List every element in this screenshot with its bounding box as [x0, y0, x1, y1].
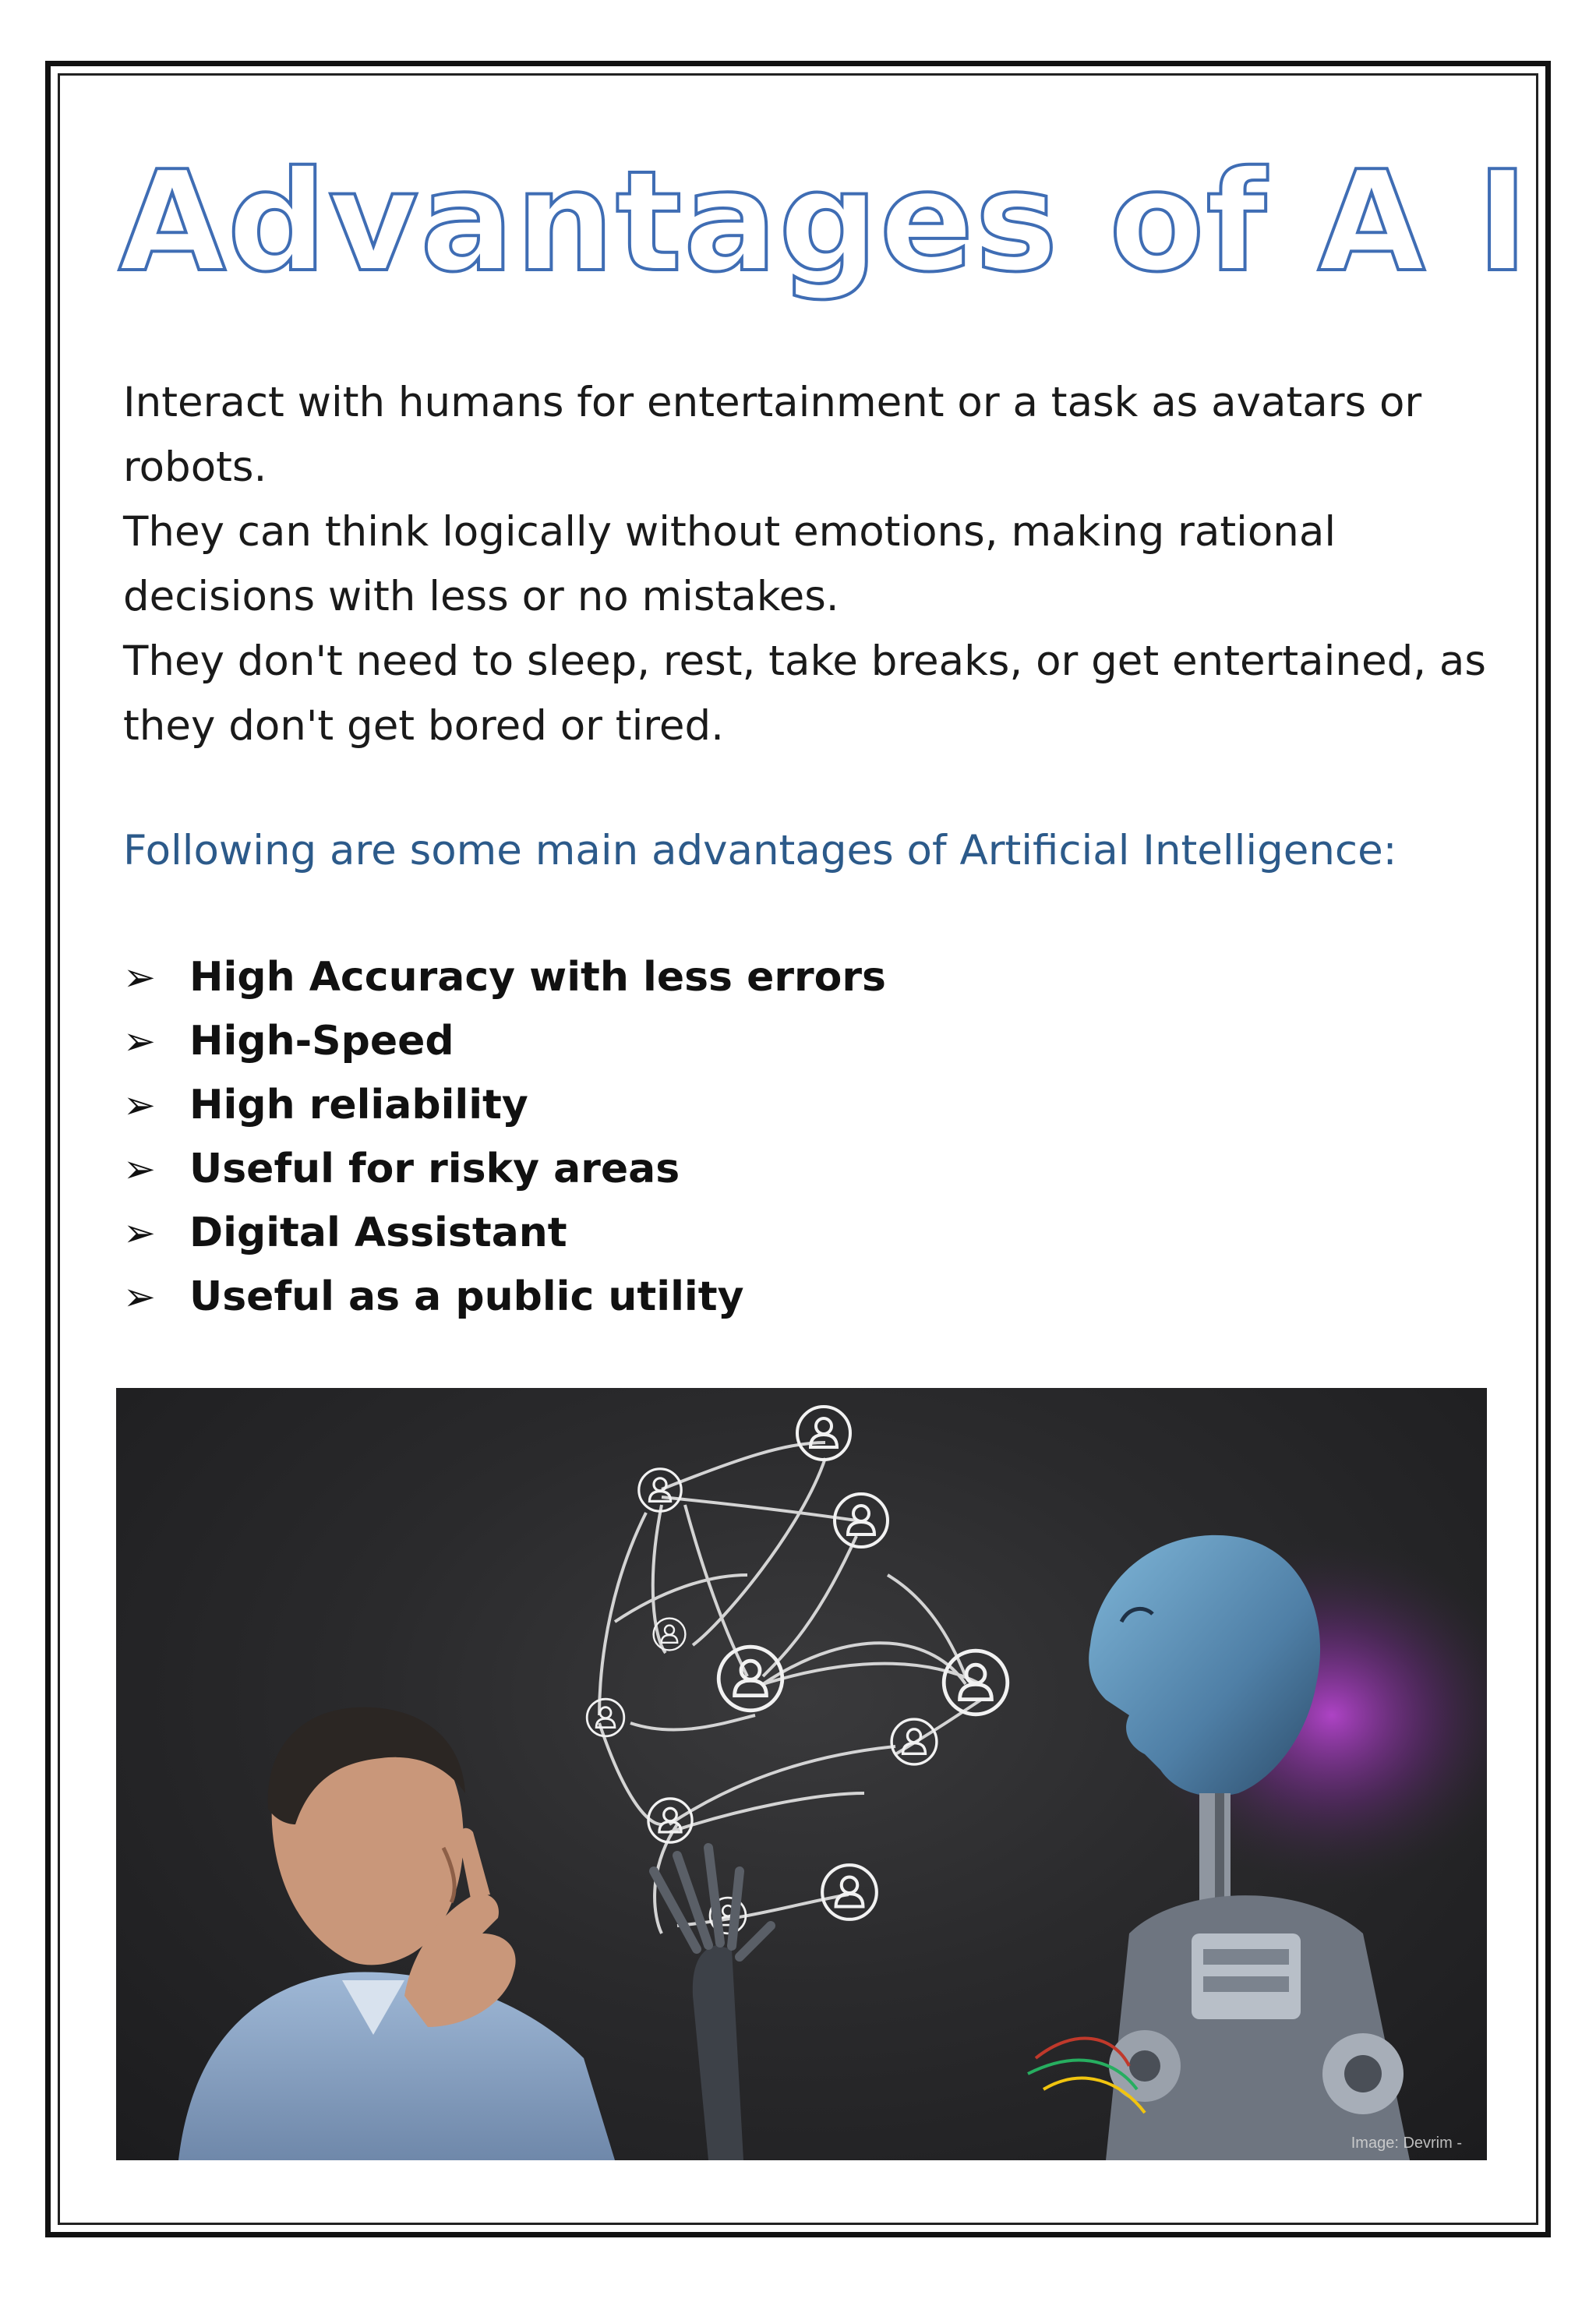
list-item: [123, 1265, 886, 1329]
list-item-label: High-Speed: [189, 1018, 454, 1065]
list-item: [123, 1073, 886, 1137]
list-item: [123, 945, 886, 1009]
list-item-label: Useful for risky areas: [189, 1146, 680, 1192]
arrow-bullet-icon: ➢: [123, 1146, 156, 1192]
list-item-label: Digital Assistant: [189, 1210, 567, 1256]
intro-paragraph: They don't need to sleep, rest, take breaks, or get entertained, as they don't get bored or tired.: [123, 637, 1486, 750]
list-item-label: High reliability: [189, 1082, 528, 1128]
advantages-list: [123, 945, 886, 1329]
list-item: [123, 1201, 886, 1265]
arrow-bullet-icon: ➢: [123, 1082, 156, 1128]
list-item: [123, 1009, 886, 1073]
list-item: [123, 1137, 886, 1201]
arrow-bullet-icon: ➢: [123, 1210, 156, 1255]
page-title: Advantages of A I: [118, 141, 1530, 302]
intro-text: [123, 370, 1495, 758]
arrow-bullet-icon: ➢: [123, 1019, 156, 1064]
ai-illustration: [116, 1388, 1487, 2160]
arrow-bullet-icon: ➢: [123, 1274, 156, 1319]
intro-paragraph: They can think logically without emotions, making rational decisions with less or no mistakes.: [123, 508, 1336, 620]
arrow-bullet-icon: ➢: [123, 955, 156, 1000]
network-lines: [599, 1443, 981, 1933]
man-figure: [178, 1707, 615, 2160]
list-item-label: High Accuracy with less errors: [189, 954, 886, 1001]
image-credit: Image: Devrim -: [1351, 2135, 1462, 2152]
robot-hand: [654, 1848, 771, 2160]
intro-paragraph: Interact with humans for entertainment or a task as avatars or robots.: [123, 379, 1422, 491]
advantages-subheading: Following are some main advantages of Artificial Intelligence:: [123, 827, 1397, 874]
list-item-label: Useful as a public utility: [189, 1273, 744, 1320]
